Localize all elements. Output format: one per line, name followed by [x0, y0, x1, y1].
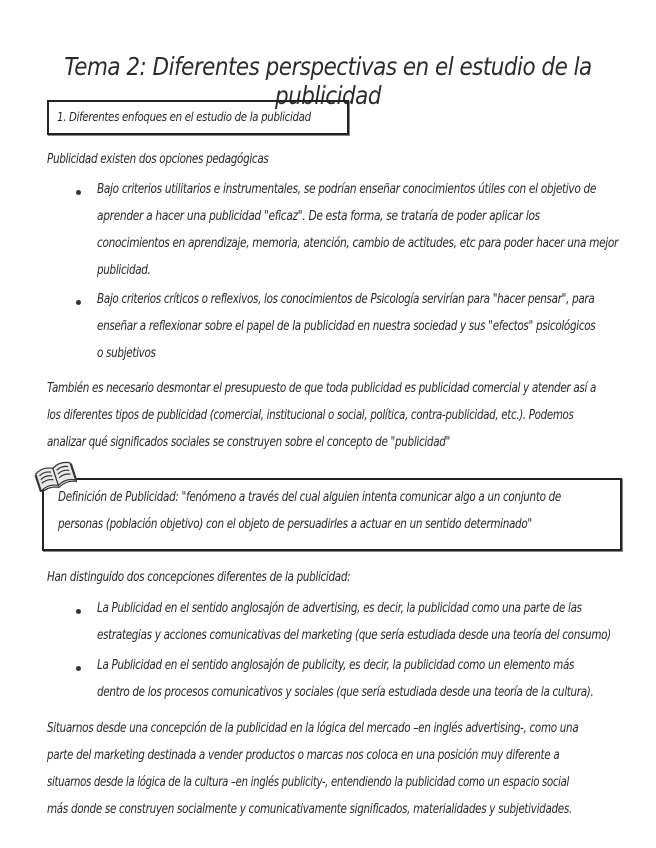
open-book-icon [33, 458, 77, 492]
paragraph-2-line-3: situarnos desde la lógica de la cultura –en inglés publicity-, entendiendo la publicidad como un espacio social [47, 775, 570, 790]
bullet-icon [76, 300, 81, 305]
conceptions-intro: Han distinguido dos concepciones diferentes de la publicidad: [47, 570, 351, 585]
definition-line-2: personas (población objetivo) con el objeto de persuadirles a actuar en un sentido determinado" [58, 517, 532, 532]
intro-text: Publicidad existen dos opciones pedagógicas [47, 152, 269, 167]
paragraph-2-line-4: más donde se construyen socialmente y comunicativamente significados, materialidades y subjetividades. [47, 802, 572, 817]
conception-2-line-2: dentro de los procesos comunicativos y sociales (que sería estudiada desde una teoría de la cultura). [97, 685, 594, 700]
definition-line-1: Definición de Publicidad: "fenómeno a través del cual alguien intenta comunicar algo a un conjunto de [58, 490, 561, 505]
bullet-icon [76, 609, 81, 614]
option-1-line-1: Bajo criterios utilitarios e instrumentales, se podrían enseñar conocimientos útiles con el objetivo de [97, 182, 597, 197]
option-1-line-3: conocimientos en aprendizaje, memoria, atención, cambio de actitudes, etc para poder hacer una mejor [97, 236, 619, 251]
option-1-line-4: publicidad. [97, 263, 151, 278]
conception-1-line-2: estrategias y acciones comunicativas del marketing (que sería estudiada desde una teoría del consumo) [97, 628, 611, 643]
option-1-line-2: aprender a hacer una publicidad "eficaz". De esta forma, se trataría de poder aplicar los [97, 209, 540, 224]
conception-1-line-1: La Publicidad en el sentido anglosajón de advertising, es decir, la publicidad como una parte de las [97, 601, 582, 616]
bullet-icon [76, 666, 81, 671]
section-heading-box [47, 100, 349, 135]
paragraph-2-line-1: Situarnos desde una concepción de la publicidad en la lógica del mercado –en inglés advertising-, como una [47, 721, 579, 736]
paragraph-1-line-3: analizar qué significados sociales se construyen sobre el concepto de "publicidad" [47, 435, 451, 450]
option-2-line-3: o subjetivos [97, 346, 156, 361]
option-2-line-1: Bajo criterios críticos o reflexivos, los conocimientos de Psicología servirían para "hacer pensar", para [97, 292, 595, 307]
section-heading: 1. Diferentes enfoques en el estudio de la publicidad [57, 109, 311, 124]
definition-box [42, 478, 622, 551]
conception-2-line-1: La Publicidad en el sentido anglosajón de publicity, es decir, la publicidad como un elemento más [97, 658, 575, 673]
page-title: Tema 2: Diferentes perspectivas en el estudio de la publicidad [64, 52, 592, 110]
option-2-line-2: enseñar a reflexionar sobre el papel de la publicidad en nuestra sociedad y sus "efectos" psicológicos [97, 319, 596, 334]
bullet-icon [76, 190, 81, 195]
paragraph-1-line-1: También es necesario desmontar el presupuesto de que toda publicidad es publicidad comercial y atender así a [47, 381, 597, 396]
paragraph-2-line-2: parte del marketing destinada a vender productos o marcas nos coloca en una posición muy diferente a [47, 748, 560, 763]
paragraph-1-line-2: los diferentes tipos de publicidad (comercial, institucional o social, política, contra-publicidad, etc.). Podemos [47, 408, 574, 423]
